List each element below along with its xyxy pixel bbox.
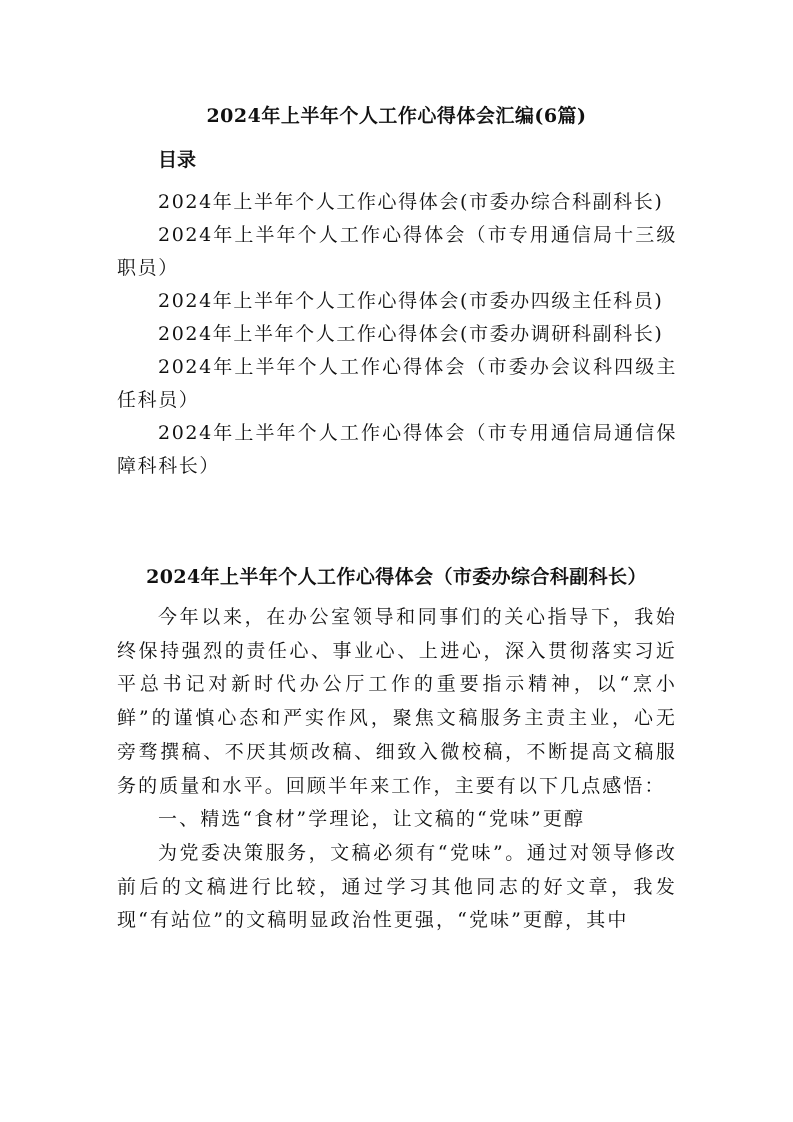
toc-item[interactable]: 2024年上半年个人工作心得体会（市专用通信局通信保障科科长）: [117, 422, 677, 477]
toc-item[interactable]: 2024年上半年个人工作心得体会(市委办调研科副科长): [158, 323, 664, 345]
table-of-contents: [117, 186, 677, 483]
section-heading: 2024年上半年个人工作心得体会（市委办综合科副科长）: [146, 566, 647, 588]
paragraph: 为党委决策服务，文稿必须有“党味”。通过对领导修改前后的文稿进行比较，通过学习其他同志的好文章，我发现“有站位”的文稿明显政治性更强，“党味”更醇，其中: [117, 841, 677, 932]
document-title: 2024年上半年个人工作心得体会汇编(6篇): [206, 105, 587, 127]
paragraph: 今年以来，在办公室领导和同事们的关心指导下，我始终保持强烈的责任心、事业心、上进心，深入贯彻落实习近平总书记对新时代办公厅工作的重要指示精神，以“烹小鲜”的谨慎心态和严实作风，聚焦文稿服务主责主业，心无旁骛撰稿、不厌其烦改稿、细致入微校稿，不断提高文稿服务的质量和水平。回顾半年来工作，主要有以下几点感悟：: [117, 606, 677, 797]
toc-item[interactable]: 2024年上半年个人工作心得体会(市委办综合科副科长): [158, 191, 664, 213]
body-text: [117, 601, 677, 938]
toc-heading: 目录: [158, 149, 197, 171]
subsection-heading: 一、精选“食材”学理论，让文稿的“党味”更醇: [158, 808, 586, 831]
toc-item[interactable]: 2024年上半年个人工作心得体会（市委办会议科四级主任科员）: [117, 356, 677, 411]
toc-item[interactable]: 2024年上半年个人工作心得体会(市委办四级主任科员): [158, 290, 664, 312]
toc-item[interactable]: 2024年上半年个人工作心得体会（市专用通信局十三级职员）: [117, 224, 677, 279]
